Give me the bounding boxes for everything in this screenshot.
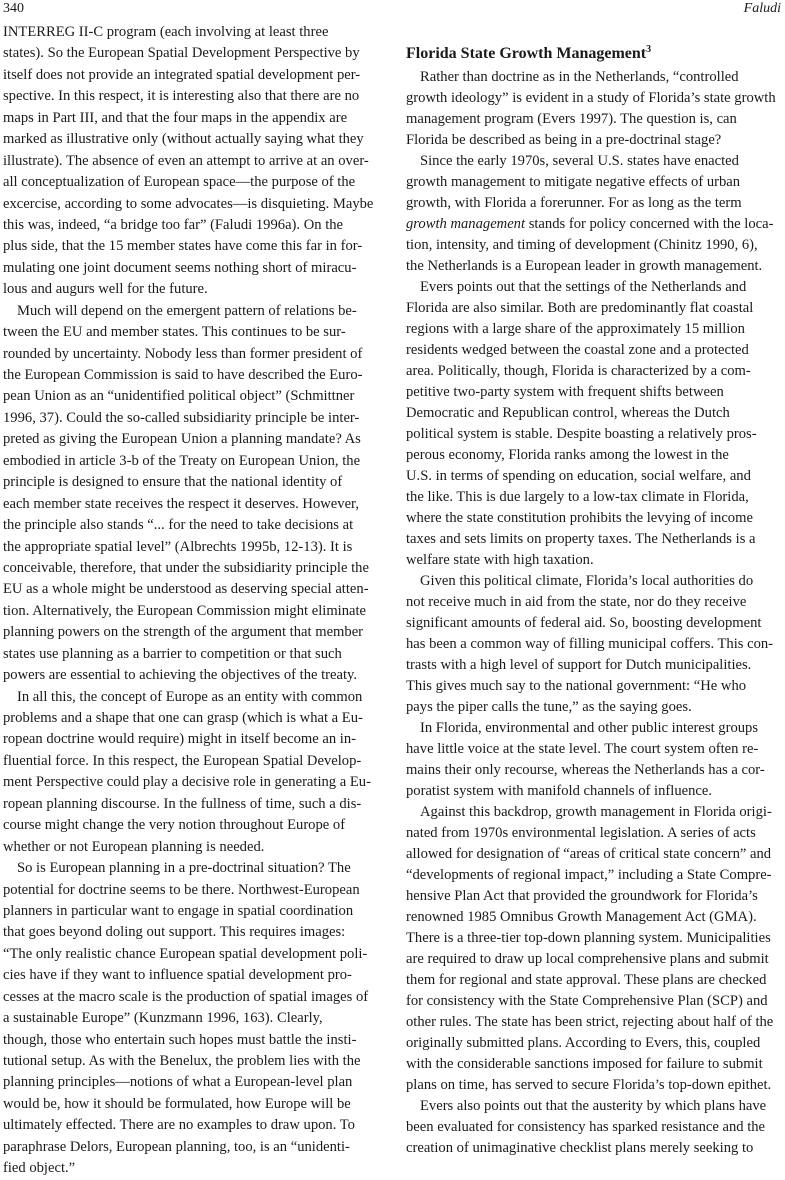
- text-line: plus side, that the 15 member states have come this far in for-: [3, 238, 363, 255]
- text-line: originally submitted plans. According to Evers, this, coupled: [406, 1035, 761, 1051]
- text-line: the principle also stands “... for the need to take decisions at: [3, 517, 354, 534]
- text-line: powers are essential to achieving the objectives of the treaty.: [3, 667, 358, 684]
- text-line: planning powers on the strength of the argument that member: [3, 624, 364, 641]
- text-line: this was, indeed, “a bridge too far” (Faludi 1996a). On the: [3, 216, 344, 233]
- text-line: Against this backdrop, growth management in Florida origi-: [420, 804, 772, 820]
- right-column-body: [406, 67, 782, 1159]
- text-line: with the considerable sanctions imposed for failure to submit: [406, 1056, 763, 1072]
- text-line: potential for doctrine seems to be there. Northwest-European: [3, 881, 360, 898]
- text-line: In Florida, environmental and other public interest groups: [420, 720, 759, 736]
- text-line: course might change the very notion throughout Europe of: [3, 817, 346, 834]
- text-line: tween the EU and member states. This continues to be sur-: [3, 324, 346, 341]
- page-number: 340: [3, 1, 24, 16]
- text-line: ropean doctrine would require) might in itself become an in-: [3, 731, 356, 748]
- running-head: Faludi: [743, 1, 781, 16]
- text-line: So is European planning in a pre-doctrinal situation? The: [17, 860, 351, 877]
- text-line: principle is designed to ensure that the national identity of: [3, 474, 343, 491]
- text-line: management program (Evers 1997). The question is, can: [406, 111, 737, 127]
- text-line: political system is stable. Despite boasting a relatively pros-: [406, 426, 757, 442]
- text-line: regions with a large share of the approximately 15 million: [406, 321, 745, 337]
- text-line: whether or not European planning is needed.: [3, 838, 265, 855]
- text-line: a sustainable Europe” (Kunzmann 1996, 163). Clearly,: [3, 1010, 323, 1027]
- text-line: not receive much in aid from the state, nor do they receive: [406, 594, 747, 610]
- text-line: Given this political climate, Florida’s local authorities do: [420, 573, 754, 589]
- text-line: maps in Part III, and that the four maps in the appendix are: [3, 109, 348, 126]
- text-line: mains their only recourse, whereas the Netherlands has a cor-: [406, 762, 765, 778]
- text-line: creation of unimaginative checklist plans merely seeking to: [406, 1140, 754, 1156]
- section-title: [406, 36, 782, 64]
- text-line: fluential force. In this respect, the European Spatial Develop-: [3, 752, 362, 769]
- text-line: residents wedged between the coastal zone and a protected: [406, 342, 749, 358]
- text-line: Evers points out that the settings of the Netherlands and: [420, 279, 747, 295]
- text-line: significant amounts of federal aid. So, boosting development: [406, 615, 762, 631]
- text-line: the like. This is due largely to a low-tax climate in Florida,: [406, 489, 749, 505]
- text-line: ment Perspective could play a decisive role in generating a Eu-: [3, 774, 371, 791]
- text-line: U.S. in terms of spending on education, social welfare, and: [406, 468, 751, 484]
- text-line: There is a three-tier top-down planning system. Municipalities: [406, 930, 771, 946]
- text-line: excercise, according to some advocates—is disquieting. Maybe: [3, 195, 374, 212]
- text-line: all conceptualization of European space—the purpose of the: [3, 174, 356, 191]
- text-line: plans on time, has served to secure Florida’s top-down epithet.: [406, 1077, 772, 1093]
- right-column: [406, 36, 782, 1159]
- text-line: fied object.”: [3, 1160, 76, 1177]
- text-line: itself does not provide an integrated spatial development per-: [3, 66, 361, 83]
- text-line: allowed for designation of “areas of critical state concern” and: [406, 846, 772, 862]
- text-line: perous economy, Florida ranks among the lowest in the: [406, 447, 729, 463]
- text-line: tutional setup. As with the Benelux, the problem lies with the: [3, 1053, 361, 1069]
- text-line: planning principles—notions of what a European-level plan: [3, 1074, 353, 1091]
- page-header: [0, 0, 785, 18]
- text-line: Evers also points out that the austerity by which plans have: [420, 1098, 767, 1114]
- italic-term: growth management: [406, 216, 526, 232]
- text-line: trasts with a high level of support for Dutch municipalities.: [406, 657, 752, 673]
- text-line: tion, intensity, and timing of development (Chinitz 1990, 6),: [406, 237, 758, 253]
- text-line: growth, with Florida a forerunner. For as long as the term: [406, 195, 742, 211]
- text-line: cies have if they want to influence spatial development pro-: [3, 967, 352, 984]
- text-line: rounded by uncertainty. Nobody less than former president of: [3, 345, 363, 362]
- text-line: Much will depend on the emergent pattern of relations be-: [17, 302, 357, 319]
- text-line: welfare state with high taxation.: [406, 552, 594, 568]
- text-line: poratist system with manifold channels of influence.: [406, 783, 712, 799]
- left-column: [3, 22, 379, 1180]
- text-line: planners in particular want to engage in spatial coordination: [3, 902, 354, 919]
- text-line: illustrate). The absence of even an attempt to arrive at an over-: [3, 152, 369, 169]
- text-line: tion. Alternatively, the European Commission might eliminate: [3, 602, 367, 619]
- text-line: preted as giving the European Union a planning mandate? As: [3, 431, 361, 448]
- text-line: pean Union as an “unidentified political object” (Schmittner: [3, 388, 355, 405]
- text-line: has been a common way of filling municipal coffers. This con-: [406, 636, 774, 652]
- text-line: been evaluated for consistency has sparked resistance and the: [406, 1119, 766, 1135]
- text-line: ultimately effected. There are no examples to draw upon. To: [3, 1117, 355, 1134]
- text-line: [406, 214, 782, 235]
- text-line: where the state constitution prohibits the levying of income: [406, 510, 753, 526]
- text-line: mulating one joint document seems nothing short of miracu-: [3, 259, 357, 276]
- text-line: the appropriate spatial level” (Albrechts 1995b, 12-13). It is: [3, 538, 353, 555]
- text-line: other rules. The state has been strict, rejecting about half of the: [406, 1014, 774, 1030]
- text-line: have little voice at the state level. The court system often re-: [406, 741, 759, 757]
- text-line: petitive two-party system with frequent shifts between: [406, 384, 724, 400]
- text-line: the Netherlands is a European leader in growth management.: [406, 258, 763, 274]
- text-line: renowned 1985 Omnibus Growth Management Act (GMA).: [406, 909, 757, 925]
- text-line: growth ideology” is evident in a study of Florida’s state growth: [406, 90, 776, 106]
- text-line: that goes beyond doling out support. This requires images:: [3, 924, 346, 941]
- text-line: area. Politically, though, Florida is characterized by a com-: [406, 363, 751, 379]
- text-line: the European Commission is said to have described the Euro-: [3, 367, 363, 383]
- text-line: states). So the European Spatial Development Perspective by: [3, 45, 360, 62]
- text-line: them for regional and state approval. These plans are checked: [406, 972, 767, 988]
- text-line: cesses at the macro scale is the production of spatial images of: [3, 988, 369, 1005]
- text-line: 1996, 37). Could the so-called subsidiarity principle be inter-: [3, 409, 360, 426]
- text-line: each member state receives the respect it deserves. However,: [3, 495, 359, 512]
- text-line: marked as illustrative only (without actually saying what they: [3, 131, 364, 148]
- text-line: embodied in article 3-b of the Treaty on European Union, the: [3, 452, 361, 469]
- text-line: spective. In this respect, it is interesting also that there are no: [3, 88, 360, 105]
- text-line: hensive Plan Act that provided the groundwork for Florida’s: [406, 888, 758, 904]
- text-line: ropean planning discourse. In the fullness of time, such a dis-: [3, 795, 362, 812]
- text-line: states use planning as a barrier to competition or that such: [3, 645, 342, 662]
- text-line: nated from 1970s environmental legislation. A series of acts: [406, 825, 756, 841]
- text-line: Florida be described as being in a pre-doctrinal stage?: [406, 132, 722, 148]
- text-line: problems and a shape that one can grasp (which is what a Eu-: [3, 710, 363, 726]
- section-title-text: Florida State Growth Management: [406, 45, 647, 62]
- text-line: “developments of regional impact,” including a State Compre-: [406, 867, 772, 883]
- text-line: lous and augurs well for the future.: [3, 281, 208, 298]
- line-text: stands for policy concerned with the loca-: [525, 216, 774, 232]
- text-line: conceivable, therefore, that under the subsidiarity principle the: [3, 559, 369, 576]
- text-line: Florida are also similar. Both are predominantly flat coastal: [406, 300, 754, 316]
- text-line: EU as a whole might be understood as deserving special atten-: [3, 581, 369, 598]
- text-line: Democratic and Republican control, whereas the Dutch: [406, 405, 730, 421]
- text-line: Rather than doctrine as in the Netherlands, “controlled: [420, 69, 739, 85]
- text-line: are required to draw up local comprehensive plans and submit: [406, 951, 769, 967]
- text-line: This gives much say to the national government: “He who: [406, 678, 747, 694]
- text-line: taxes and sets limits on property taxes. The Netherlands is a: [406, 531, 756, 547]
- text-line: “The only realistic chance European spatial development poli-: [3, 945, 368, 962]
- text-line: growth management to mitigate negative effects of urban: [406, 174, 741, 190]
- section-title-note: 3: [646, 44, 652, 55]
- text-line: Since the early 1970s, several U.S. states have enacted: [420, 153, 739, 169]
- text-line: would be, how it should be formulated, how Europe will be: [3, 1095, 351, 1112]
- text-line: pays the piper calls the tune,” as the saying goes.: [406, 699, 692, 715]
- text-line: INTERREG II-C program (each involving at least three: [3, 24, 329, 40]
- text-line: In all this, the concept of Europe as an entity with common: [17, 688, 363, 705]
- text-line: paraphrase Delors, European planning, too, is an “unidenti-: [3, 1138, 350, 1155]
- text-line: though, those who entertain such hopes must battle the insti-: [3, 1031, 357, 1048]
- text-line: for consistency with the State Comprehensive Plan (SCP) and: [406, 993, 768, 1009]
